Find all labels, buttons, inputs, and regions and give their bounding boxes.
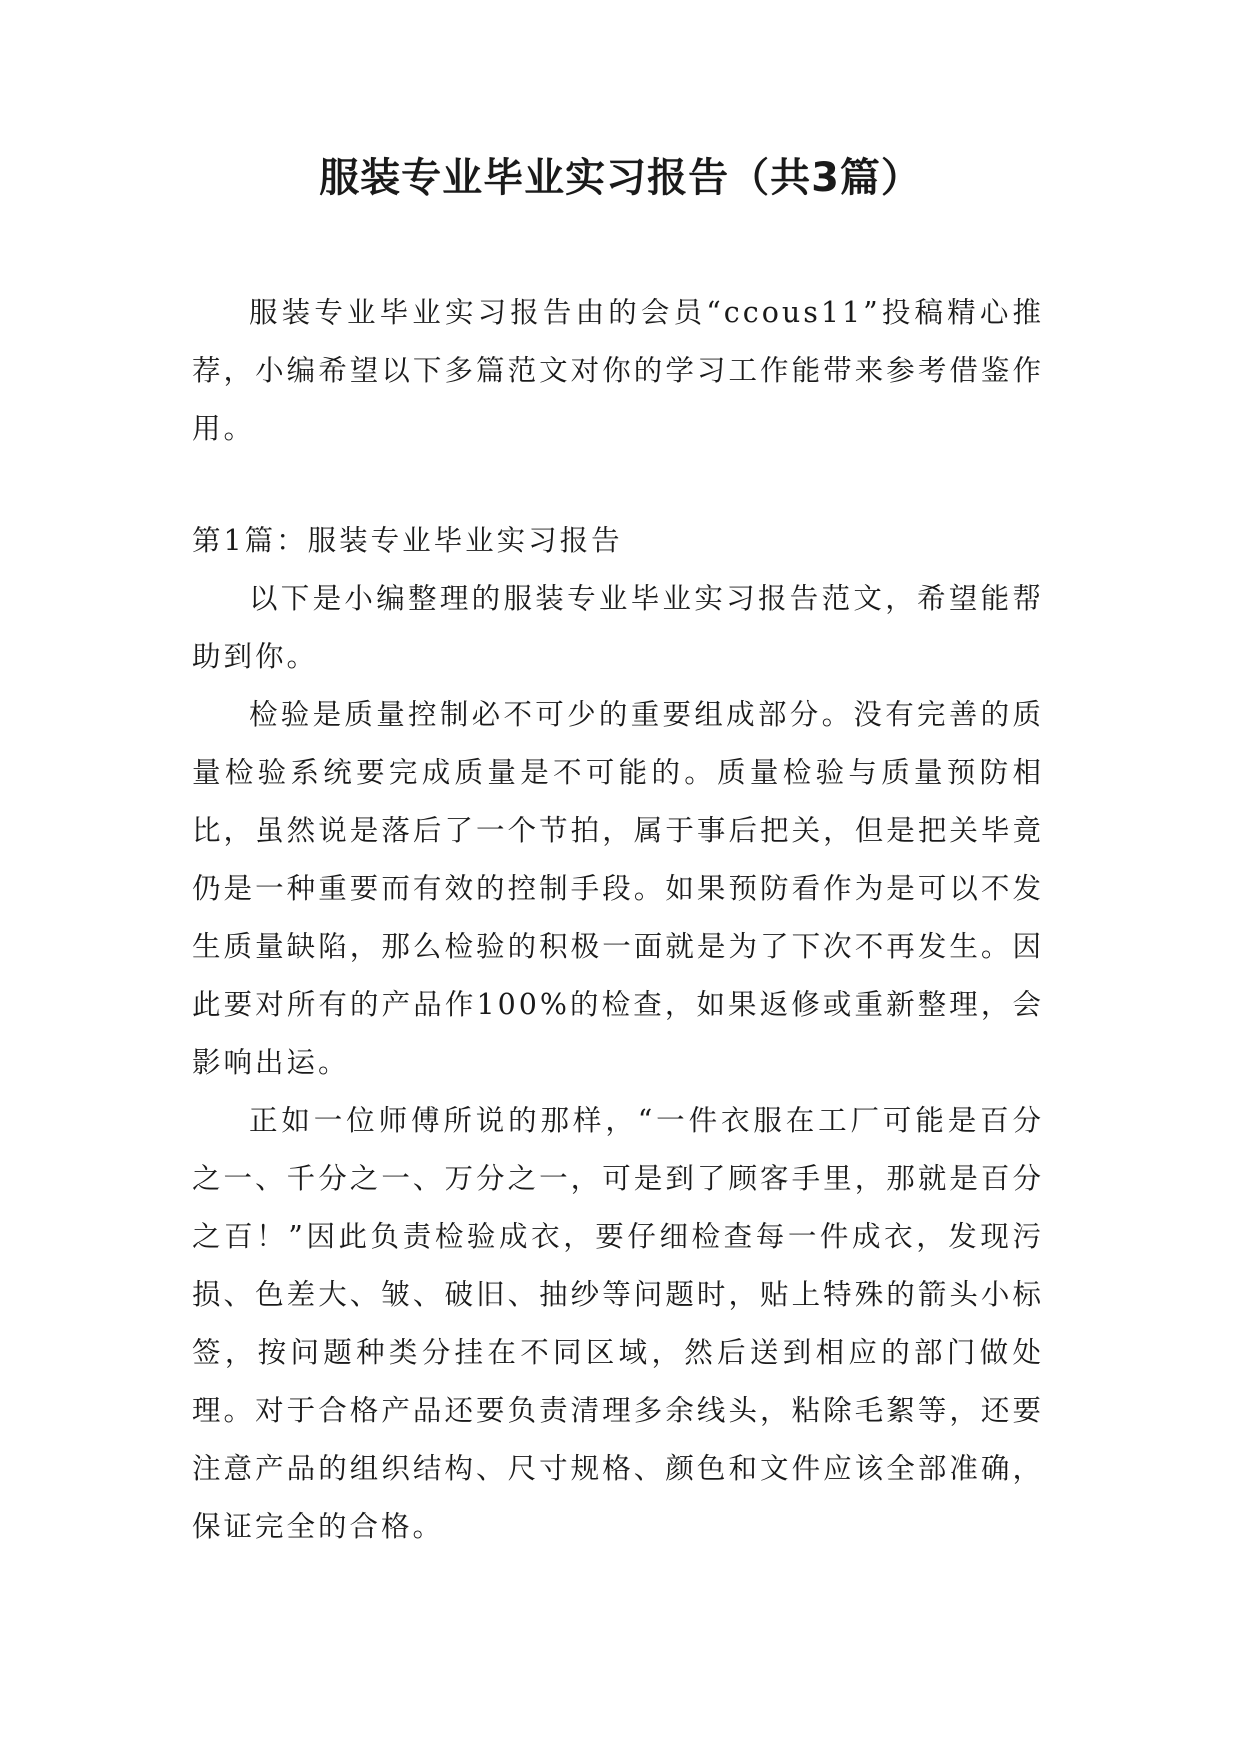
body-paragraph-3: 正如一位师傅所说的那样，“一件衣服在工厂可能是百分之一、千分之一、万分之一，可是到了顾客手里，那就是百分之百！”因此负责检验成衣，要仔细检查每一件成衣，发现污损、色差大、皱、破旧、抽纱等问题时，贴上特殊的箭头小标签，按问题种类分挂在不同区域，然后送到相应的部门做处理。对于合格产品还要负责清理多余线头，粘除毛絮等，还要注意产品的组织结构、尺寸规格、颜色和文件应该全部准确，保证完全的合格。 <box>192 1104 1044 1543</box>
document-title: 服装专业毕业实习报告（共3篇） <box>319 155 922 201</box>
body-paragraph-2: 检验是质量控制必不可少的重要组成部分。没有完善的质量检验系统要完成质量是不可能的。质量检验与质量预防相比，虽然说是落后了一个节拍，属于事后把关，但是把关毕竟仍是一种重要而有效的控制手段。如果预防看作为是可以不发生质量缺陷，那么检验的积极一面就是为了下次不再发生。因此要对所有的产品作100%的检查，如果返修或重新整理，会影响出运。 <box>192 698 1044 1079</box>
section-heading: 第1篇：服装专业毕业实习报告 <box>192 524 623 557</box>
intro-paragraph: 服装专业毕业实习报告由的会员“ccous11”投稿精心推荐，小编希望以下多篇范文对你的学习工作能带来参考借鉴作用。 <box>192 296 1044 445</box>
document-body <box>192 284 1044 1556</box>
body-paragraph-1: 以下是小编整理的服装专业毕业实习报告范文，希望能帮助到你。 <box>192 582 1044 673</box>
